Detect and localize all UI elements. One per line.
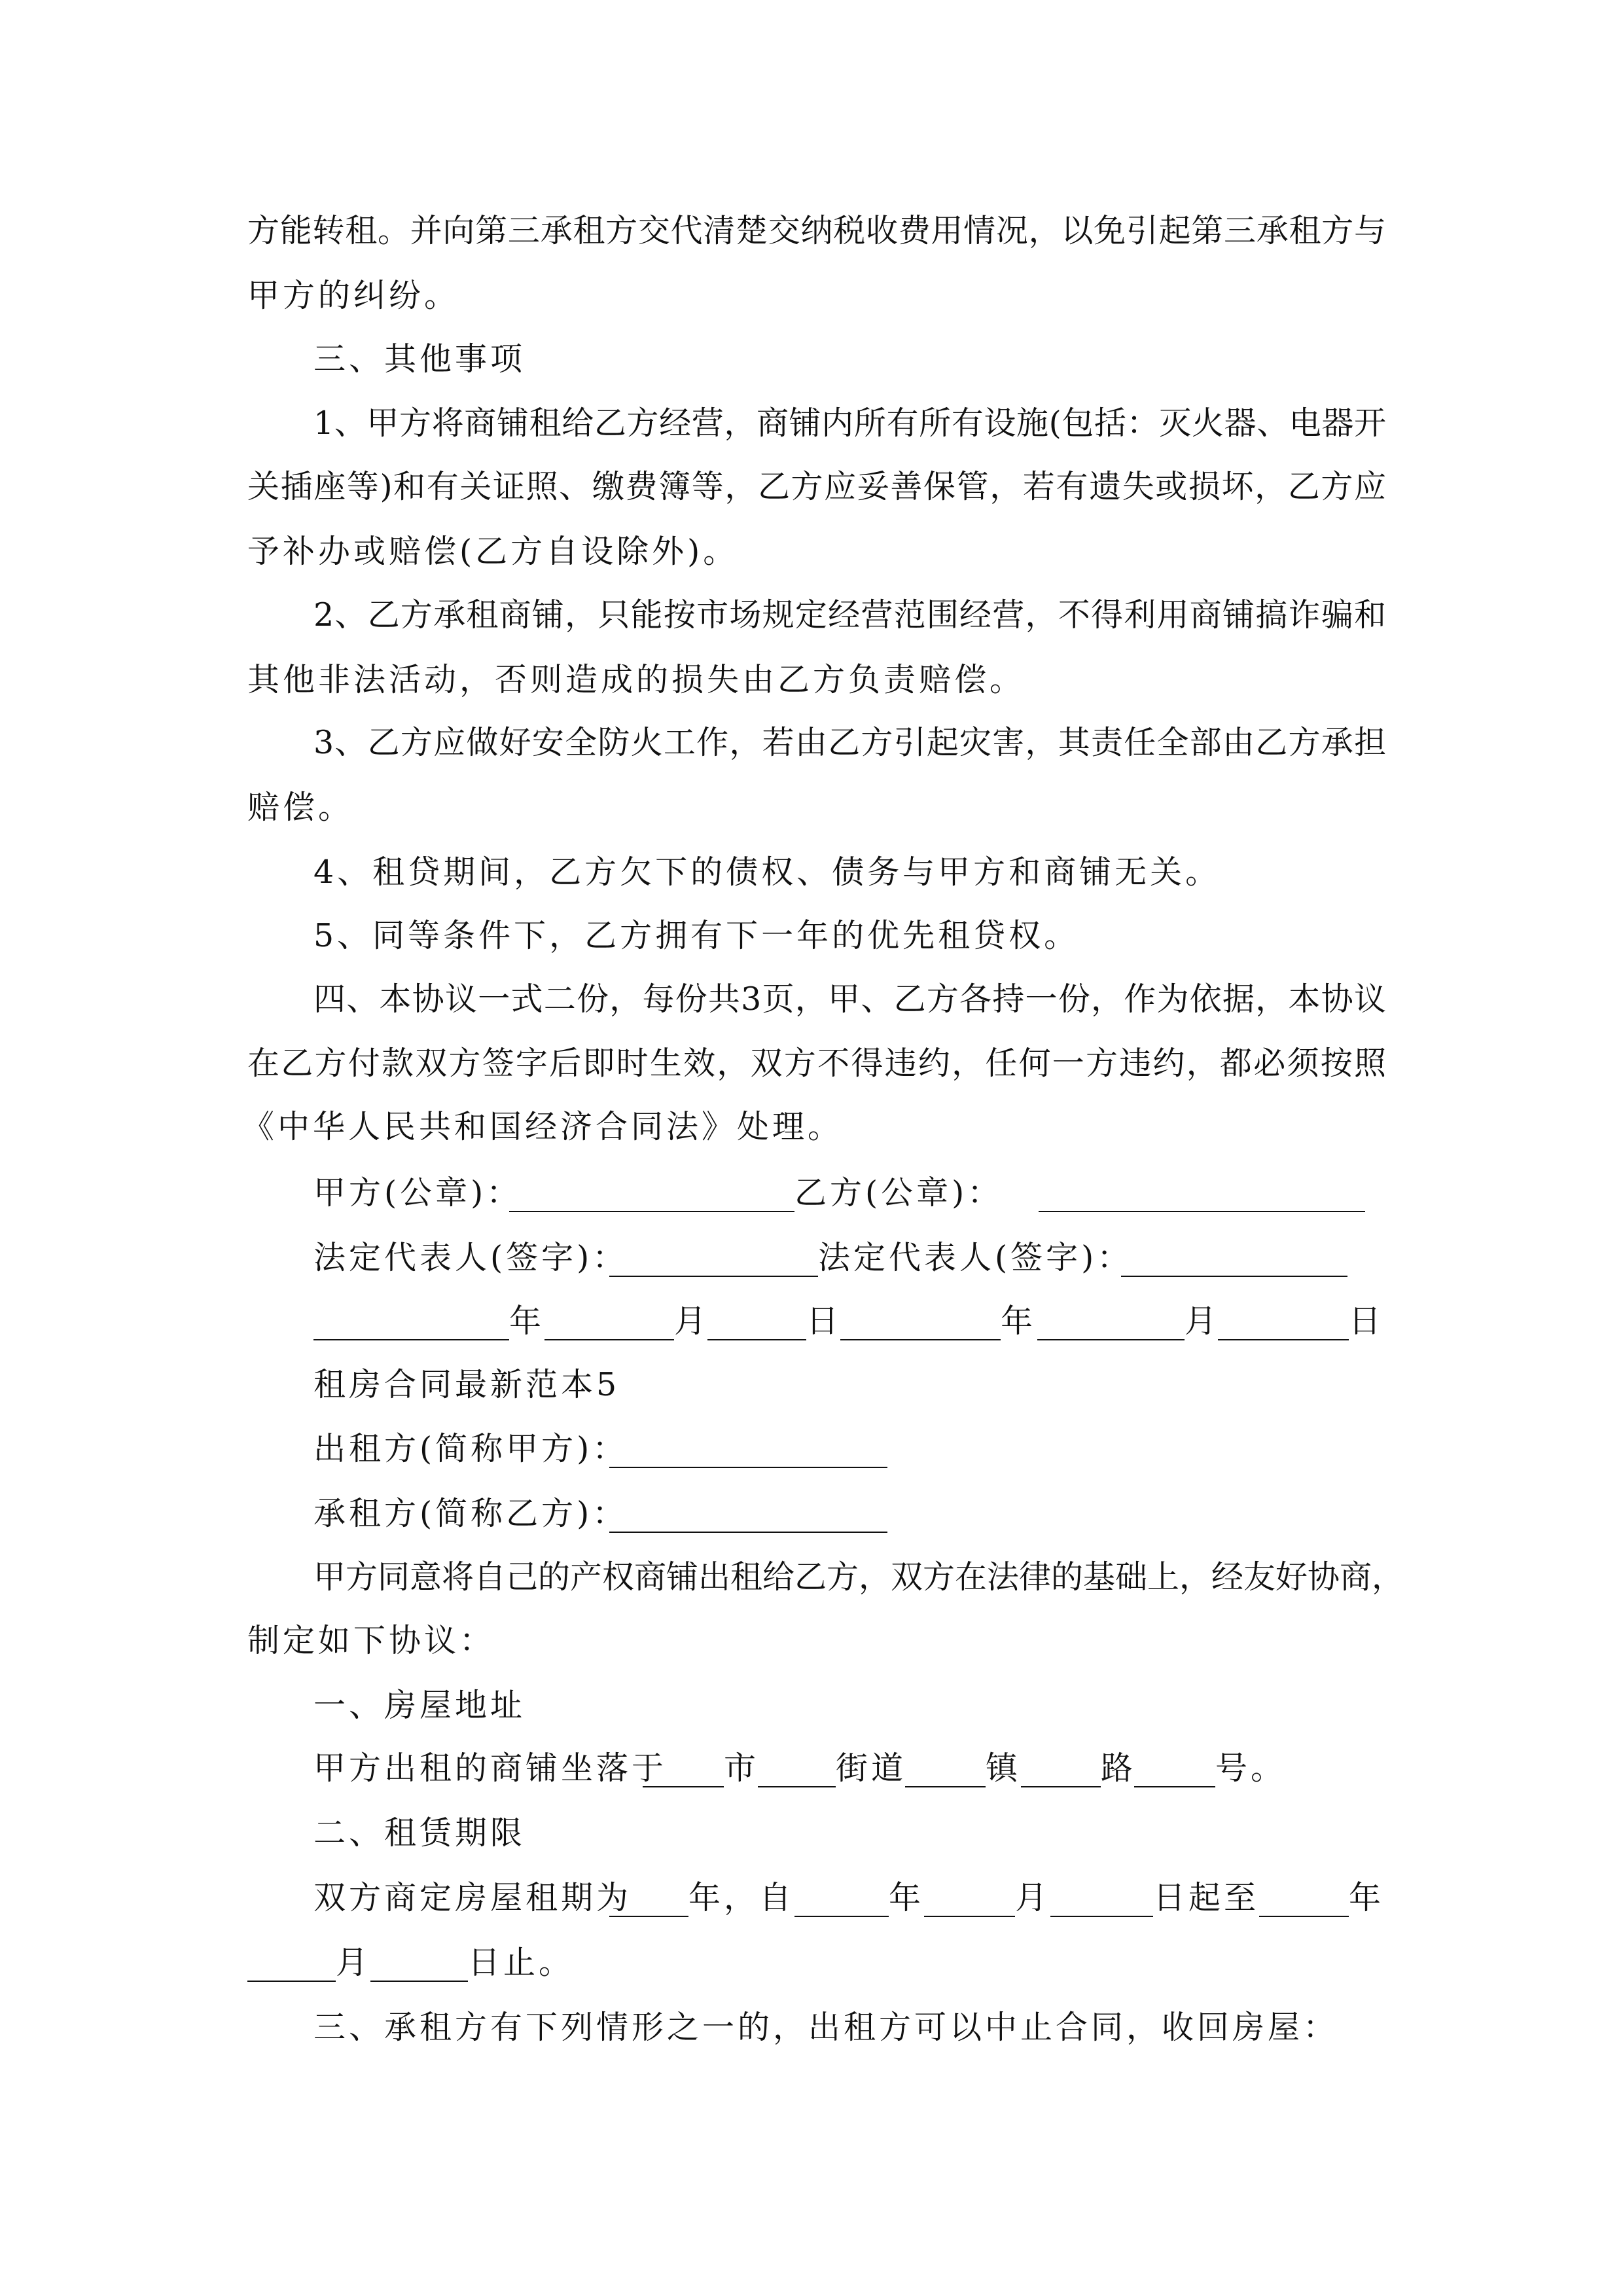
paragraph-line <box>0 785 1623 831</box>
party-a-seal-blank[interactable] <box>509 1211 794 1212</box>
rep-b-label: 法定代表人(签字)： <box>818 1239 1133 1276</box>
paragraph-line <box>0 657 1623 703</box>
day-to-label: 日起至 <box>1153 1879 1260 1916</box>
end-day-blank[interactable] <box>370 1981 468 1982</box>
date-line <box>0 1299 1623 1344</box>
day-b-blank[interactable] <box>1218 1339 1349 1340</box>
text-line: 4、租贷期间，乙方欠下的债权、债务与甲方和商铺无关。 <box>313 853 1221 891</box>
lessor-blank[interactable] <box>609 1467 887 1468</box>
city-blank[interactable] <box>643 1786 724 1787</box>
years-from-label: 年，自 <box>688 1879 795 1916</box>
month-label: 月 <box>1015 1879 1051 1916</box>
section-heading <box>0 1683 1623 1729</box>
street-label: 街道 <box>836 1749 907 1787</box>
lessor-line <box>0 1426 1623 1472</box>
lessee-blank[interactable] <box>609 1532 887 1533</box>
end-year-blank[interactable] <box>1259 1916 1349 1917</box>
year-b-blank[interactable] <box>840 1339 1001 1340</box>
text-line: 1、甲方将商铺租给乙方经营，商铺内所有所有设施(包括：灭火器、电器开 <box>313 404 1386 442</box>
town-blank[interactable] <box>905 1786 986 1787</box>
year-label: 年 <box>889 1879 925 1916</box>
text-line: 在乙方付款双方签字后即时生效，双方不得违约，任何一方违约，都必须按照 <box>247 1045 1386 1082</box>
paragraph-line <box>0 1554 1623 1600</box>
paragraph-line <box>0 529 1623 575</box>
section-heading <box>0 336 1623 382</box>
day-label: 日 <box>1349 1302 1385 1340</box>
section-heading <box>0 2005 1623 2051</box>
address-prefix: 甲方出租的商铺坐落于 <box>313 1749 668 1787</box>
year-label: 年 <box>1001 1302 1037 1340</box>
month-label: 月 <box>674 1302 710 1340</box>
address-line <box>0 1746 1623 1791</box>
contract-title <box>0 1362 1623 1408</box>
heading-text: 三、其他事项 <box>313 340 526 378</box>
text-line: 甲方同意将自己的产权商铺出租给乙方，双方在法律的基础上，经友好协商， <box>313 1558 1404 1596</box>
text-line: 其他非法活动，否则造成的损失由乙方负责赔偿。 <box>247 661 1026 698</box>
section-heading <box>0 1810 1623 1856</box>
text-line: 关插座等)和有关证照、缴费簿等，乙方应妥善保管，若有遗失或损坏，乙方应 <box>247 468 1386 505</box>
text-line: 甲方的纠纷。 <box>247 277 460 314</box>
paragraph-line <box>0 401 1623 446</box>
paragraph-line <box>0 208 1623 254</box>
start-year-blank[interactable] <box>794 1916 889 1917</box>
party-b-seal-blank[interactable] <box>1039 1211 1365 1212</box>
contract-title-text: 租房合同最新范本5 <box>313 1366 620 1403</box>
rep-b-blank[interactable] <box>1121 1276 1347 1277</box>
heading-text: 二、租赁期限 <box>313 1814 526 1852</box>
years-blank[interactable] <box>609 1916 688 1917</box>
paragraph-line <box>0 1618 1623 1664</box>
heading-text: 一、房屋地址 <box>313 1687 526 1724</box>
number-label: 号。 <box>1215 1749 1287 1787</box>
year-label: 年 <box>1349 1879 1385 1916</box>
paragraph-line <box>0 273 1623 319</box>
month-a-blank[interactable] <box>544 1339 674 1340</box>
rep-a-blank[interactable] <box>609 1276 818 1277</box>
road-label: 路 <box>1101 1749 1137 1787</box>
end-month-blank[interactable] <box>247 1981 336 1982</box>
paragraph-line <box>0 977 1623 1022</box>
text-line: 5、同等条件下，乙方拥有下一年的优先租贷权。 <box>313 917 1080 954</box>
city-label: 市 <box>724 1749 760 1787</box>
paragraph-line <box>0 1041 1623 1086</box>
text-line: 四、本协议一式二份，每份共3页，甲、乙方各持一份，作为依据，本协议 <box>313 980 1386 1018</box>
party-b-seal-label: 乙方(公章)： <box>794 1174 1003 1211</box>
seal-line <box>0 1170 1623 1216</box>
town-label: 镇 <box>986 1749 1022 1787</box>
road-blank[interactable] <box>1021 1786 1101 1787</box>
paragraph-line <box>0 592 1623 638</box>
lessee-label: 承租方(简称乙方)： <box>313 1495 628 1532</box>
text-line: 赔偿。 <box>247 789 354 826</box>
rep-a-label: 法定代表人(签字)： <box>313 1239 628 1276</box>
start-month-blank[interactable] <box>924 1916 1015 1917</box>
paragraph-line <box>0 720 1623 766</box>
paragraph-line <box>0 850 1623 895</box>
month-b-blank[interactable] <box>1037 1339 1185 1340</box>
number-blank[interactable] <box>1134 1786 1215 1787</box>
representative-line <box>0 1235 1623 1281</box>
year-label: 年 <box>509 1302 545 1340</box>
party-a-seal-label: 甲方(公章)： <box>313 1174 522 1211</box>
text-line: 制定如下协议： <box>247 1622 495 1659</box>
month-label: 月 <box>336 1944 372 1981</box>
text-line: 《中华人民共和国经济合同法》处理。 <box>242 1108 844 1145</box>
lessee-line <box>0 1491 1623 1537</box>
text-line: 3、乙方应做好安全防火工作，若由乙方引起灾害，其责任全部由乙方承担 <box>313 724 1386 761</box>
text-line: 予补办或赔偿(乙方自设除外)。 <box>247 533 739 570</box>
day-end-label: 日止。 <box>468 1944 575 1981</box>
month-label: 月 <box>1185 1302 1221 1340</box>
day-label: 日 <box>806 1302 842 1340</box>
text-line: 2、乙方承租商铺，只能按市场规定经营范围经营，不得利用商铺搞诈骗和 <box>313 596 1386 634</box>
term-prefix: 双方商定房屋租期为 <box>313 1879 632 1916</box>
day-a-blank[interactable] <box>707 1339 806 1340</box>
paragraph-line <box>0 913 1623 959</box>
street-blank[interactable] <box>758 1786 836 1787</box>
start-day-blank[interactable] <box>1050 1916 1153 1917</box>
lessor-label: 出租方(简称甲方)： <box>313 1430 628 1467</box>
heading-text: 三、承租方有下列情形之一的，出租方可以中止合同，收回房屋： <box>313 2009 1339 2046</box>
term-line <box>0 1875 1623 1921</box>
paragraph-line <box>0 464 1623 510</box>
year-a-blank[interactable] <box>313 1339 509 1340</box>
paragraph-line <box>0 1104 1623 1150</box>
text-line: 方能转租。并向第三承租方交代清楚交纳税收费用情况，以免引起第三承租方与 <box>247 212 1386 249</box>
term-line-end <box>0 1940 1623 1986</box>
